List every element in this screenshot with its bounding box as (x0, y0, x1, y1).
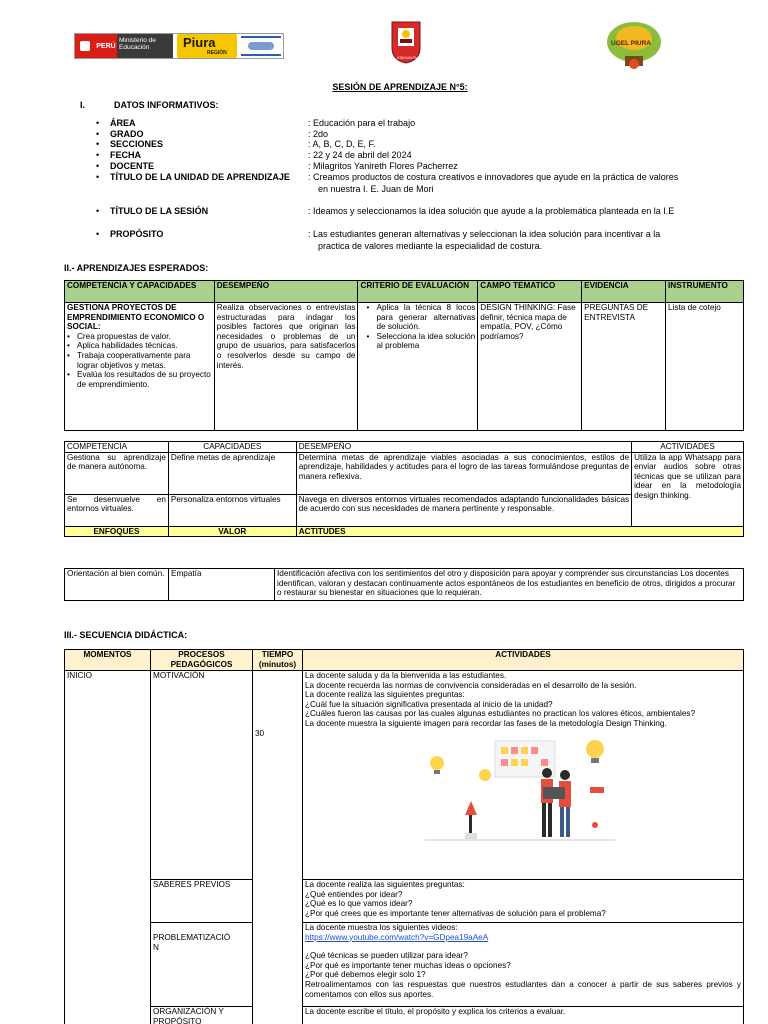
header-evidencia: EVIDENCIA (582, 281, 666, 303)
actividades-cell: Utiliza la app Whatsapp para enviar audios sobre otras técnicas que se utilizan para idear en la metodología design thinking. (632, 452, 744, 526)
header-desempeno: DESEMPEÑO (214, 281, 358, 303)
section3-heading: III.- SECUENCIA DIDÁCTICA: (64, 630, 188, 640)
enfoques-label: ENFOQUES (65, 526, 169, 537)
motivacion-activities: La docente saluda y da la bienvenida a las estudiantes. La docente recuerda las normas de convivencia consideradas en el desarrollo de la sesión. La docente realiza las siguientes preguntas: ¿Cuál fue la situación significativa presentada al inicio de la unidad? ¿Cuáles fueron las causas por las cuales algunas estudiantes no practican los valores éticos, ambientales? La docente muestra la siguiente imagen para recordar las fases de la metodología Design Thinking. (303, 671, 744, 880)
instrumento-cell: Lista de cotejo (666, 303, 744, 431)
school-shield-logo: ATAHUALPA (390, 20, 422, 64)
valor-cell: Empatía (169, 569, 275, 601)
problematizacion-activities: La docente muestra los siguientes videos: https://www.youtube.com/watch?v=GDpea19aAeA ¿Qué técnicas se pueden utilizar para idear? ¿Por qué es importante tener muchas ideas o opciones? ¿Por qué debemos elegir solo 1? Retroalimentamos con las respuestas que nuestros estudiantes dan a conocer a partir de sus saberes previos y comentamos con ellos sus aportes. (303, 923, 744, 1007)
desempeno-determina: Determina metas de aprendizaje viables asociadas a sus conocimientos, estilos de aprendizaje, habilidades y actitudes para el logro de las tareas formulándose preguntas de manera reflexiva. (296, 452, 631, 494)
criterio-item: • Aplica la técnica 8 locos para generar alternativas de solución. (366, 303, 475, 332)
criterio-cell (358, 303, 478, 431)
campo-cell: DESIGN THINKING: Fase definir, técnica mapa de empatía, POV, ¿Cómo podríamos? (478, 303, 582, 431)
region-logo: Piura REGIÓN (177, 34, 237, 58)
header-tiempo: TIEMPO (minutos) (253, 650, 303, 671)
header-momentos: MOMENTOS (65, 650, 151, 671)
seal-icon (241, 36, 281, 56)
saberes-activities: La docente realiza las siguientes preguntas: ¿Qué entiendes por idear? ¿Qué es lo que vamos idear? ¿Por qué crees que es importante tener alternativas de solución para el problema? (303, 880, 744, 923)
section-number: I. (80, 100, 86, 110)
section2-heading: II.- APRENDIZAJES ESPERADOS: (64, 263, 209, 273)
desempeno-navega: Navega en diversos entornos virtuales recomendados adaptando funcionalidades básicas de acuerdo con sus necesidades de manera pertinente y responsable. (296, 494, 631, 526)
momento-inicio: INICIO (65, 671, 151, 1024)
actitudes-cell: Identificación afectiva con los sentimientos del otro y disposición para apoyar y comprender sus circunstancias Los docentes identifican, valoran y destacan continuamente actos espontáneos de los estudiantes en beneficio de otros, dirigidos a procurar o restaurar su bienestar en situaciones que lo requieran. (275, 569, 744, 601)
capacidad-item: • Crea propuestas de valor. (67, 332, 212, 342)
header-actividades: ACTIVIDADES (632, 442, 744, 453)
header-competencia: COMPETENCIA Y CAPACIDADES (65, 281, 215, 303)
design-thinking-illustration (425, 735, 615, 853)
header-actividades-sec: ACTIVIDADES (303, 650, 744, 671)
proceso-motivacion: MOTIVACIÓN (151, 671, 253, 880)
proceso-problematizacion: PROBLEMATIZACIÓ N (151, 923, 253, 1007)
actitudes-label: ACTITUDES (296, 526, 743, 537)
youtube-link[interactable]: https://www.youtube.com/watch?v=GDpea19aAeA (305, 932, 489, 942)
aprendizajes-table (64, 280, 744, 431)
capacidad-item: • Trabaja cooperativamente para lograr objetivos y metas. (67, 351, 212, 370)
competencia-gestiona: Gestiona su aprendizaje de manera autónoma. (65, 452, 169, 494)
organizacion-activities: La docente escribe el título, el propósito y explica los criterios a evaluar. (303, 1007, 744, 1024)
valor-label: VALOR (168, 526, 296, 537)
enfoques-table (64, 568, 744, 601)
ugel-logo: UGEL PIURA (605, 20, 663, 72)
peru-flag-icon (75, 34, 95, 58)
header-competencia-t: COMPETENCIA (65, 442, 169, 453)
header-capacidades: CAPACIDADES (168, 442, 296, 453)
page-title: SESIÓN DE APRENDIZAJE N°5: (332, 82, 468, 92)
enfoque-cell: Orientación al bien común. (65, 569, 169, 601)
section-heading: DATOS INFORMATIVOS: (114, 100, 219, 110)
competencias-transversales-table (64, 441, 744, 537)
capacidad-item: • Aplica habilidades técnicas. (67, 341, 212, 351)
criterio-item: • Selecciona la idea solución al problema (366, 332, 475, 351)
header-campo: CAMPO TEMATICO (478, 281, 582, 303)
proceso-saberes: SABERES PREVIOS (151, 880, 253, 923)
capacidad-personaliza: Personaliza entornos virtuales (168, 494, 296, 526)
header-procesos: PROCESOS PEDAGÓGICOS (151, 650, 253, 671)
tiempo-cell: 30 (253, 671, 303, 1024)
header-criterio: CRITERIO DE EVALUACIÓN (358, 281, 478, 303)
secuencia-table (64, 649, 744, 1024)
competencia-cell: GESTIONA PROYECTOS DE EMPRENDIMIENTO ECONOMICO O SOCIAL: • Crea propuestas de valor. • Aplica habilidades técnicas. • Trabaja cooperativamente para lograr objetivos y metas. • Evalúa los resultados de su proyecto de emprendimiento. (65, 303, 215, 431)
proceso-organizacion: ORGANIZACIÓN Y PROPÓSITO (151, 1007, 253, 1024)
desempeno-cell: Realiza observaciones o entrevistas estructuradas para indagar los posibles factores que originan las necesidades o problemas de un grupo de usuarios, para satisfacerlos o resolverlos desde su campo de interés. (214, 303, 358, 431)
ministry-label: Ministerio de Educación (117, 34, 173, 58)
peru-label: PERÚ (95, 34, 117, 58)
capacidad-define: Define metas de aprendizaje (168, 452, 296, 494)
header-instrumento: INSTRUMENTO (666, 281, 744, 303)
capacidad-item: • Evalúa los resultados de su proyecto de emprendimiento. (67, 370, 212, 389)
evidencia-cell: PREGUNTAS DE ENTREVISTA (582, 303, 666, 431)
competencia-desenvuelve: Se desenvuelve en entornos virtuales. (65, 494, 169, 526)
header-logo-left (74, 33, 284, 59)
header-desempeno-t: DESEMPEÑO (296, 442, 631, 453)
